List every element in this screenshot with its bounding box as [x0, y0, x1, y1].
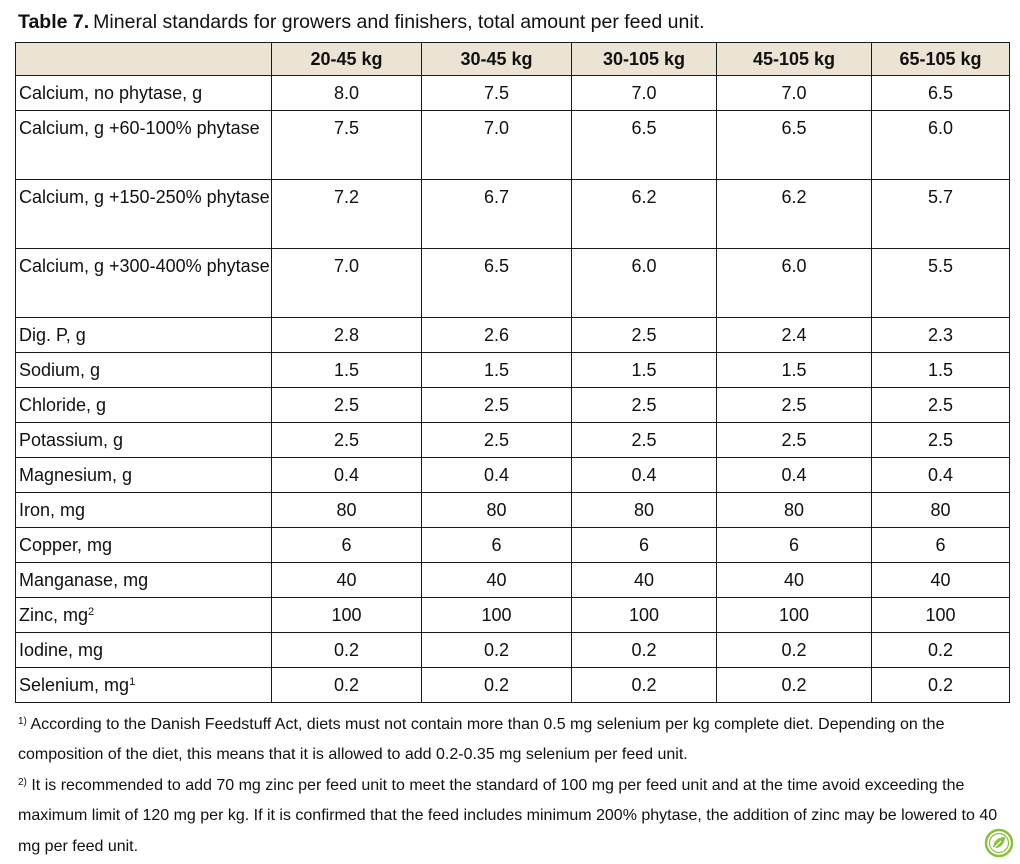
row-value: 1.5: [572, 353, 717, 388]
row-value: 6: [272, 528, 422, 563]
table-row: [16, 423, 1010, 458]
row-value: 2.6: [422, 318, 572, 353]
row-name: Calcium, no phytase, g: [16, 76, 272, 111]
row-value: 6: [572, 528, 717, 563]
row-name: Iron, mg: [16, 493, 272, 528]
row-value: 8.0: [272, 76, 422, 111]
row-value: 40: [422, 563, 572, 598]
row-value: 40: [572, 563, 717, 598]
table-caption-text: Mineral standards for growers and finishers, total amount per feed unit.: [93, 11, 705, 33]
table-row: [16, 633, 1010, 668]
footnote-ref: 1: [129, 676, 136, 688]
row-value: 1.5: [717, 353, 872, 388]
footnote-marker: 2): [18, 776, 27, 788]
row-value: 7.5: [422, 76, 572, 111]
row-value: 40: [272, 563, 422, 598]
row-value: 100: [717, 598, 872, 633]
row-value: 1.5: [272, 353, 422, 388]
row-value: 2.5: [272, 423, 422, 458]
row-value: 2.5: [422, 423, 572, 458]
row-value: 2.5: [422, 388, 572, 423]
footnote-text: According to the Danish Feedstuff Act, diets must not contain more than 0.5 mg selenium per kg complete diet. Depending on the composition of the diet, this means that it is allowed to add 0.2-0.35 mg selenium per feed unit.: [18, 716, 945, 764]
row-name: Selenium, mg: [19, 675, 130, 695]
column-header: 30-105 kg: [572, 43, 717, 76]
row-name: Chloride, g: [16, 388, 272, 423]
table-row: [16, 180, 1010, 249]
row-value: 1.5: [422, 353, 572, 388]
row-value: 7.2: [272, 180, 422, 249]
row-value: 1.5: [872, 353, 1010, 388]
row-value: 2.4: [717, 318, 872, 353]
row-value: 2.5: [872, 423, 1010, 458]
row-name: Magnesium, g: [16, 458, 272, 493]
row-name: Dig. P, g: [16, 318, 272, 353]
row-value: 0.2: [572, 668, 717, 703]
row-value: 2.8: [272, 318, 422, 353]
row-value: 2.5: [572, 388, 717, 423]
row-name: Calcium, g +60-100% phytase: [16, 111, 272, 180]
row-value: 40: [872, 563, 1010, 598]
row-value: 6: [422, 528, 572, 563]
row-value: 2.5: [717, 388, 872, 423]
row-name-cell: [16, 668, 272, 703]
table-caption-label: Table 7.: [18, 11, 90, 33]
column-header: 30-45 kg: [422, 43, 572, 76]
row-value: 7.0: [717, 76, 872, 111]
row-value: 7.0: [422, 111, 572, 180]
row-name: Iodine, mg: [16, 633, 272, 668]
row-value: 0.2: [422, 633, 572, 668]
row-value: 100: [572, 598, 717, 633]
row-value: 6.5: [872, 76, 1010, 111]
row-value: 6.0: [572, 249, 717, 318]
table-row: [16, 388, 1010, 423]
mineral-standards-table: [15, 42, 1010, 703]
table-row: [16, 598, 1010, 633]
row-name: Calcium, g +300-400% phytase: [16, 249, 272, 318]
row-name: Copper, mg: [16, 528, 272, 563]
header-row: [16, 43, 1010, 76]
row-name: Sodium, g: [16, 353, 272, 388]
table-row: [16, 563, 1010, 598]
row-value: 6.2: [717, 180, 872, 249]
row-value: 2.3: [872, 318, 1010, 353]
row-value: 0.2: [872, 668, 1010, 703]
row-value: 0.2: [717, 633, 872, 668]
column-header: 20-45 kg: [272, 43, 422, 76]
column-header: 45-105 kg: [717, 43, 872, 76]
row-value: 6.5: [422, 249, 572, 318]
column-header: 65-105 kg: [872, 43, 1010, 76]
table-caption: [18, 9, 705, 35]
row-value: 100: [272, 598, 422, 633]
row-name-cell: [16, 598, 272, 633]
row-value: 0.2: [422, 668, 572, 703]
row-name: Calcium, g +150-250% phytase: [16, 180, 272, 249]
row-value: 6.2: [572, 180, 717, 249]
row-value: 6.0: [717, 249, 872, 318]
footnote-1: [18, 710, 1008, 771]
row-value: 6: [872, 528, 1010, 563]
row-value: 80: [272, 493, 422, 528]
footnote-marker: 1): [18, 716, 27, 727]
leaf-badge-icon: [984, 828, 1014, 858]
row-value: 2.5: [572, 318, 717, 353]
corner-header-cell: [16, 43, 272, 76]
row-value: 80: [717, 493, 872, 528]
row-name: Manganase, mg: [16, 563, 272, 598]
row-value: 80: [872, 493, 1010, 528]
footnote-ref: 2: [88, 606, 95, 618]
row-value: 40: [717, 563, 872, 598]
table-row: [16, 528, 1010, 563]
row-value: 0.4: [872, 458, 1010, 493]
row-value: 7.0: [572, 76, 717, 111]
row-value: 5.7: [872, 180, 1010, 249]
row-value: 80: [422, 493, 572, 528]
table-row: [16, 458, 1010, 493]
row-value: 0.2: [872, 633, 1010, 668]
row-value: 6.7: [422, 180, 572, 249]
row-value: 80: [572, 493, 717, 528]
table-row: [16, 249, 1010, 318]
table-row: [16, 318, 1010, 353]
footnotes: [18, 710, 1008, 862]
row-value: 2.5: [872, 388, 1010, 423]
footnote-text: It is recommended to add 70 mg zinc per feed unit to meet the standard of 100 mg per feed unit and at the time avoid exceeding the maximum limit of 120 mg per kg. If it is confirmed that the feed includes minimum 200% phytase, the addition of zinc may be lowered to 40 mg per feed unit.: [18, 776, 998, 855]
row-value: 2.5: [717, 423, 872, 458]
row-value: 0.2: [272, 668, 422, 703]
row-value: 0.4: [572, 458, 717, 493]
footnote-2: [18, 771, 1008, 862]
row-value: 6.0: [872, 111, 1010, 180]
row-value: 0.2: [717, 668, 872, 703]
row-value: 0.4: [272, 458, 422, 493]
row-name: Potassium, g: [16, 423, 272, 458]
row-value: 0.4: [717, 458, 872, 493]
row-value: 0.4: [422, 458, 572, 493]
table-row: [16, 111, 1010, 180]
row-value: 6.5: [572, 111, 717, 180]
row-value: 0.2: [572, 633, 717, 668]
row-value: 100: [422, 598, 572, 633]
row-value: 0.2: [272, 633, 422, 668]
row-name: Zinc, mg: [19, 605, 89, 625]
table-row: [16, 353, 1010, 388]
table-row: [16, 668, 1010, 703]
row-value: 6: [717, 528, 872, 563]
row-value: 5.5: [872, 249, 1010, 318]
row-value: 100: [872, 598, 1010, 633]
row-value: 2.5: [272, 388, 422, 423]
row-value: 7.0: [272, 249, 422, 318]
table-row: [16, 493, 1010, 528]
table-row: [16, 76, 1010, 111]
row-value: 2.5: [572, 423, 717, 458]
row-value: 6.5: [717, 111, 872, 180]
row-value: 7.5: [272, 111, 422, 180]
